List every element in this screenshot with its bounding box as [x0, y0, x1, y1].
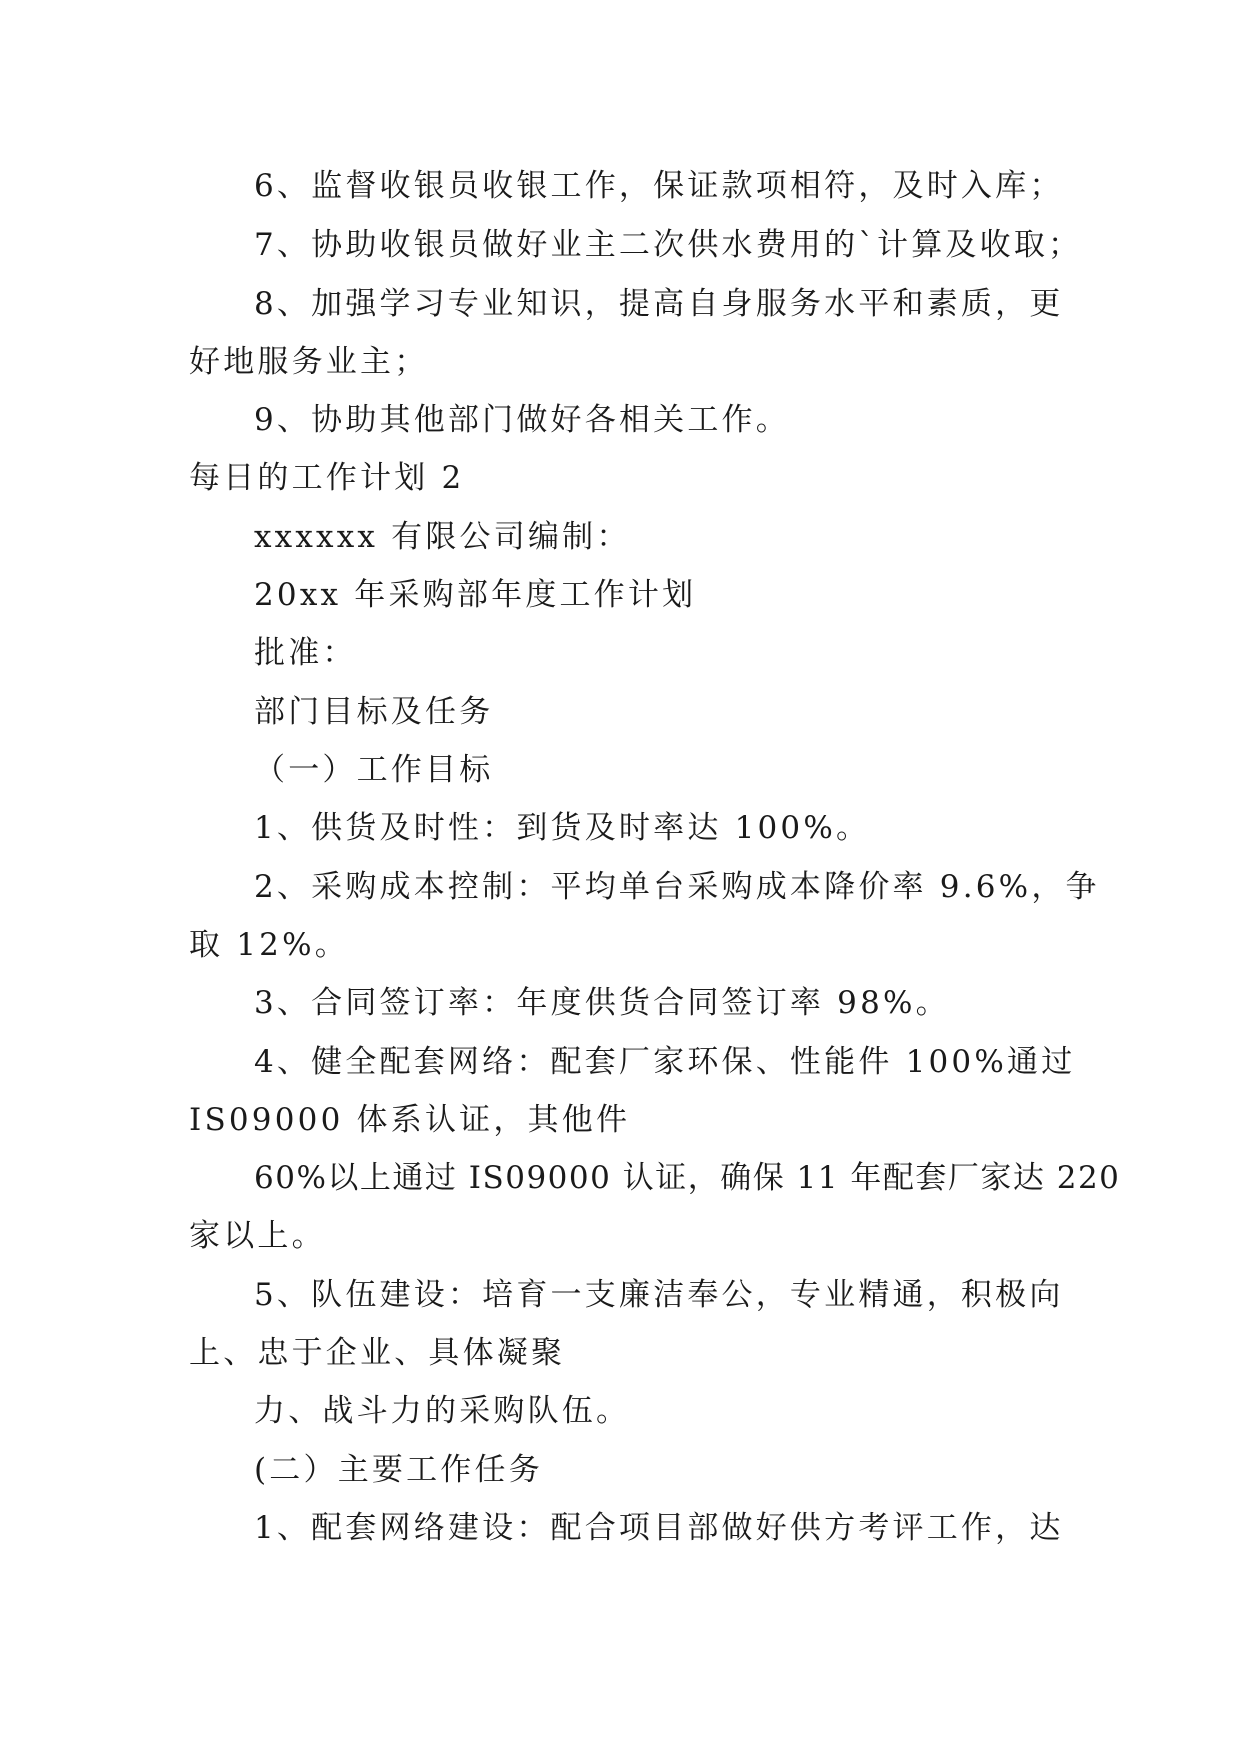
task-item-1: 1、配套网络建设：配合项目部做好供方考评工作，达	[254, 1510, 1064, 1546]
goal-item-4-cont-2: 60%以上通过 IS09000 认证，确保 11 年配套厂家达 220	[254, 1160, 1121, 1196]
company-line: xxxxxx 有限公司编制：	[254, 519, 631, 555]
paragraph-line-8: 8、加强学习专业知识，提高自身服务水平和素质，更	[254, 286, 1064, 322]
work-goals-subheading: （一）工作目标	[254, 752, 494, 788]
goal-item-3: 3、合同签订率：年度供货合同签订率 98%。	[254, 985, 950, 1021]
goal-item-1: 1、供货及时性：到货及时率达 100%。	[254, 810, 871, 846]
goal-item-4: 4、健全配套网络：配套厂家环保、性能件 100%通过	[254, 1044, 1076, 1080]
department-goals-heading: 部门目标及任务	[254, 694, 494, 730]
paragraph-line-8-cont: 好地服务业主；	[189, 344, 429, 380]
plan-title: 20xx 年采购部年度工作计划	[254, 577, 697, 613]
approval-line: 批准：	[254, 635, 357, 671]
paragraph-line-9: 9、协助其他部门做好各相关工作。	[254, 402, 790, 438]
goal-item-4-cont-3: 家以上。	[189, 1218, 326, 1254]
goal-item-5-cont: 上、忠于企业、具体凝聚	[189, 1335, 566, 1371]
section-heading: 每日的工作计划 2	[189, 460, 465, 496]
goal-item-4-cont: IS09000 体系认证，其他件	[189, 1102, 631, 1138]
goal-item-5-cont-2: 力、战斗力的采购队伍。	[254, 1393, 631, 1429]
goal-item-5: 5、队伍建设：培育一支廉洁奉公，专业精通，积极向	[254, 1277, 1064, 1313]
goal-item-2-cont: 取 12%。	[189, 927, 349, 963]
main-tasks-subheading: (二）主要工作任务	[254, 1452, 543, 1488]
paragraph-line-6: 6、监督收银员收银工作，保证款项相符，及时入库；	[254, 168, 1064, 204]
goal-item-2: 2、采购成本控制：平均单台采购成本降价率 9.6%，争	[254, 869, 1100, 905]
paragraph-line-7: 7、协助收银员做好业主二次供水费用的`计算及收取；	[254, 227, 1083, 263]
